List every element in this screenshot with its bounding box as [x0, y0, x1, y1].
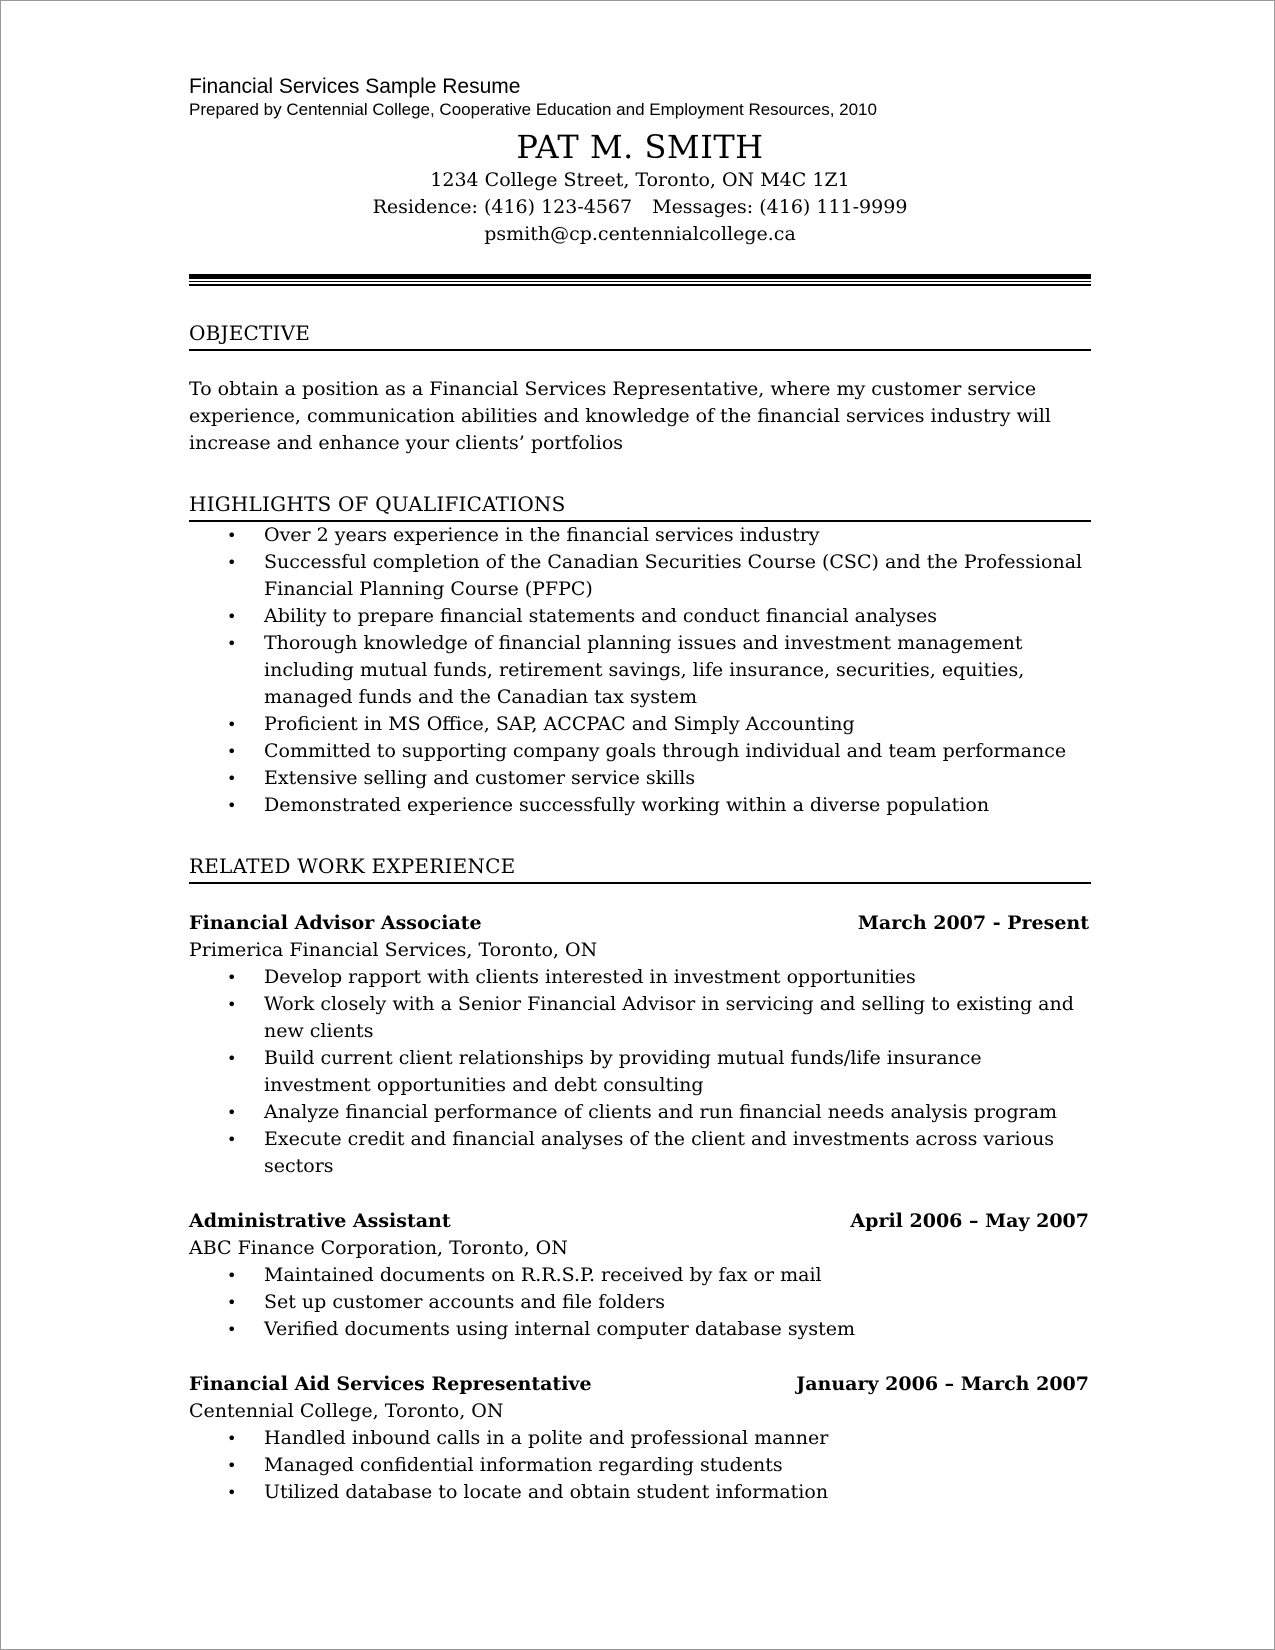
bullet-icon: • — [227, 607, 237, 626]
list-item — [189, 1289, 1084, 1316]
job-dates: April 2006 – May 2007 — [850, 1210, 1089, 1232]
list-item — [189, 991, 1084, 1045]
job-title: Financial Advisor Associate — [189, 912, 482, 934]
job-duties — [189, 1262, 1091, 1343]
header-divider — [189, 274, 1091, 286]
resume-content — [189, 75, 1091, 1506]
qualifications-heading: HIGHLIGHTS OF QUALIFICATIONS — [189, 491, 1091, 522]
objective-text: To obtain a position as a Financial Services Representative, where my customer service experience, communication abilities and knowledge of the financial services industry will increase and enhance your clients’ portfolios — [189, 378, 1051, 454]
list-item — [189, 1479, 1084, 1506]
residence-phone: Residence: (416) 123-4567 — [372, 196, 633, 218]
list-item — [189, 1452, 1084, 1479]
bullet-icon: • — [227, 742, 237, 761]
document-subtitle: Prepared by Centennial College, Cooperative Education and Employment Resources, 2010 — [189, 100, 877, 119]
document-title: Financial Services Sample Resume — [189, 75, 521, 98]
list-item-text: Extensive selling and customer service skills — [264, 767, 696, 789]
list-item-text: Thorough knowledge of financial planning issues and investment management including mutual funds, retirement savings, life insurance, securities, equities, managed funds and the Canadian tax system — [264, 632, 1025, 708]
bullet-icon: • — [227, 1429, 237, 1448]
bullet-icon: • — [227, 1293, 237, 1312]
bullet-icon: • — [227, 715, 237, 734]
job-dates: January 2006 – March 2007 — [796, 1373, 1089, 1395]
bullet-icon: • — [227, 1320, 237, 1339]
list-item-text: Set up customer accounts and file folders — [264, 1291, 665, 1313]
list-item — [189, 1126, 1084, 1180]
list-item-text: Handled inbound calls in a polite and professional manner — [264, 1427, 829, 1449]
list-item — [189, 738, 1084, 765]
job-duties — [189, 964, 1091, 1180]
bullet-icon: • — [227, 553, 237, 572]
list-item-text: Over 2 years experience in the financial services industry — [264, 524, 820, 546]
list-item-text: Maintained documents on R.R.S.P. received by fax or mail — [264, 1264, 822, 1286]
person-name: PAT M. SMITH — [516, 128, 764, 166]
list-item — [189, 1262, 1084, 1289]
phone-line — [189, 194, 1091, 221]
list-item-text: Build current client relationships by providing mutual funds/life insurance investment opportunities and debt consulting — [264, 1047, 982, 1096]
job-company: Centennial College, Toronto, ON — [189, 1400, 504, 1422]
list-item-text: Ability to prepare financial statements and conduct financial analyses — [264, 605, 938, 627]
list-item — [189, 1045, 1084, 1099]
bullet-icon: • — [227, 995, 237, 1014]
address-line: 1234 College Street, Toronto, ON M4C 1Z1 — [430, 169, 850, 191]
bullet-icon: • — [227, 1130, 237, 1149]
bullet-icon: • — [227, 526, 237, 545]
list-item-text: Demonstrated experience successfully working within a diverse population — [264, 794, 990, 816]
list-item-text: Successful completion of the Canadian Securities Course (CSC) and the Professional Financial Planning Course (PFPC) — [264, 551, 1083, 600]
job-company: ABC Finance Corporation, Toronto, ON — [189, 1237, 568, 1259]
job-header — [189, 910, 1089, 937]
messages-phone: Messages: (416) 111-9999 — [652, 196, 908, 218]
job-header — [189, 1371, 1089, 1398]
list-item — [189, 711, 1084, 738]
job-title: Financial Aid Services Representative — [189, 1373, 592, 1395]
list-item — [189, 549, 1084, 603]
bullet-icon: • — [227, 1049, 237, 1068]
list-item-text: Verified documents using internal computer database system — [264, 1318, 855, 1340]
email-address: psmith@cp.centennialcollege.ca — [484, 223, 796, 245]
list-item-text: Work closely with a Senior Financial Advisor in servicing and selling to existing and new clients — [264, 993, 1074, 1042]
bullet-icon: • — [227, 968, 237, 987]
list-item — [189, 1316, 1084, 1343]
list-item-text: Analyze financial performance of clients and run financial needs analysis program — [264, 1101, 1058, 1123]
list-item-text: Execute credit and financial analyses of the client and investments across various sectors — [264, 1128, 1055, 1177]
list-item — [189, 964, 1084, 991]
job-duties — [189, 1425, 1091, 1506]
list-item-text: Proficient in MS Office, SAP, ACCPAC and Simply Accounting — [264, 713, 855, 735]
list-item — [189, 1099, 1084, 1126]
job-entry — [189, 1371, 1091, 1506]
list-item — [189, 603, 1084, 630]
qualifications-list — [189, 522, 1091, 819]
experience-heading: RELATED WORK EXPERIENCE — [189, 853, 1091, 884]
bullet-icon: • — [227, 796, 237, 815]
list-item-text: Utilized database to locate and obtain student information — [264, 1481, 829, 1503]
list-item — [189, 792, 1084, 819]
list-item — [189, 1425, 1084, 1452]
list-item-text: Managed confidential information regarding students — [264, 1454, 783, 1476]
job-header — [189, 1208, 1089, 1235]
list-item — [189, 630, 1084, 711]
objective-heading: OBJECTIVE — [189, 320, 1091, 351]
job-entry — [189, 1208, 1091, 1343]
bullet-icon: • — [227, 1103, 237, 1122]
job-title: Administrative Assistant — [189, 1210, 451, 1232]
bullet-icon: • — [227, 1456, 237, 1475]
list-item-text: Committed to supporting company goals through individual and team performance — [264, 740, 1067, 762]
bullet-icon: • — [227, 634, 237, 653]
job-dates: March 2007 - Present — [857, 912, 1089, 934]
list-item — [189, 522, 1084, 549]
list-item-text: Develop rapport with clients interested in investment opportunities — [264, 966, 916, 988]
bullet-icon: • — [227, 769, 237, 788]
bullet-icon: • — [227, 1483, 237, 1502]
job-company: Primerica Financial Services, Toronto, ON — [189, 939, 598, 961]
bullet-icon: • — [227, 1266, 237, 1285]
list-item — [189, 765, 1084, 792]
job-entry — [189, 910, 1091, 1180]
